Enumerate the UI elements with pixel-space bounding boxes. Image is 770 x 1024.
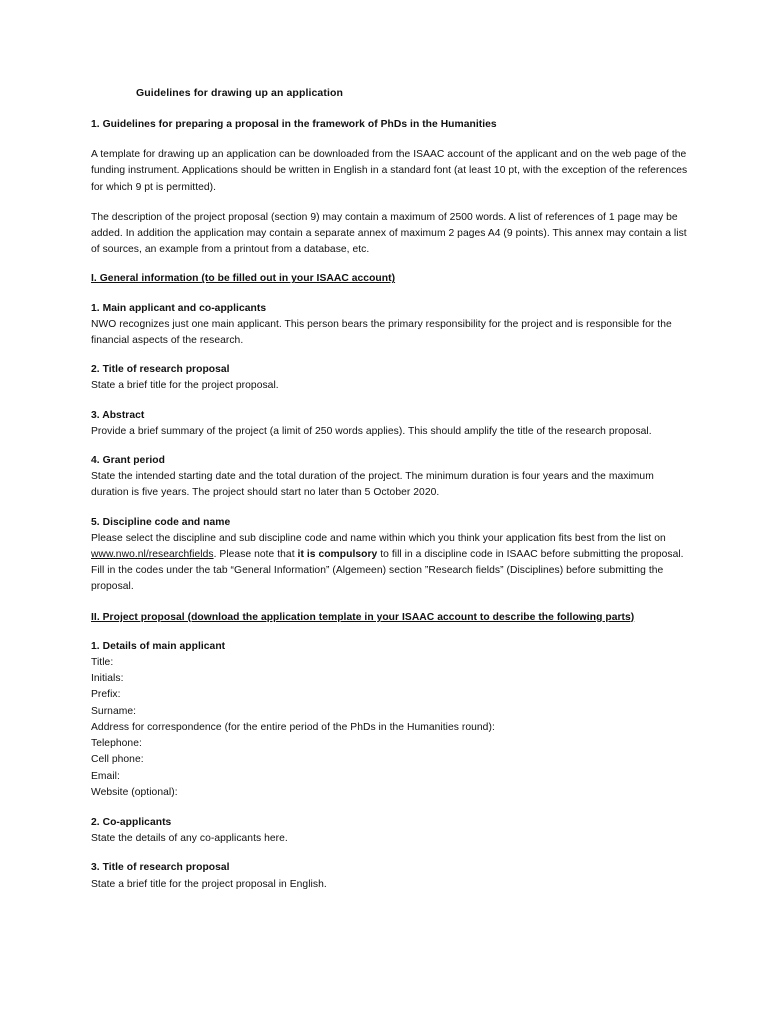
item-text-applicants: NWO recognizes just one main applicant. This person bears the primary responsibility for the project and is responsible for the financial aspects of the research.	[91, 318, 672, 347]
part1-heading: I. General information (to be filled out in your ISAAC account)	[91, 273, 396, 285]
item-text-abstract: Provide a brief summary of the project (a limit of 250 words applies). This should amplify the title of the research proposal.	[91, 425, 652, 437]
details-field-telephone: Telephone:	[91, 738, 142, 750]
coapplicants-heading: 2. Co-applicants	[91, 816, 172, 828]
item-text-discipline	[91, 531, 691, 596]
item-heading-title: 2. Title of research proposal	[91, 364, 230, 376]
item-text-grant-period: State the intended starting date and the total duration of the project. The minimum duration is four years and the maximum duration is five years. The project should start no later than 5 October 2020.	[91, 471, 654, 499]
document-title: Guidelines for drawing up an application	[136, 87, 344, 99]
details-field-initials: Initials:	[91, 673, 124, 685]
discipline-text-end: to fill in a discipline code in ISAAC before submitting the proposal. Fill in the codes under the tab “General Information” (Algemeen) section ”Research fields” (Disciplines) before submitting the proposal.	[91, 549, 684, 593]
title-proposal-heading: 3. Title of research proposal	[91, 862, 230, 874]
item-text-title: State a brief title for the project proposal.	[91, 380, 279, 392]
details-field-email: Email:	[91, 770, 120, 782]
intro-paragraph-template: A template for drawing up an application can be downloaded from the ISAAC account of the applicant and on the web page of the funding instrument. Applications should be written in English in a standard font (at least 10 pt, with the exception of the references for which 9 pt is permitted).	[91, 149, 688, 193]
section-heading-guidelines: 1. Guidelines for preparing a proposal in the framework of PhDs in the Humanities	[91, 119, 497, 130]
intro-paragraph-length: The description of the project proposal (section 9) may contain a maximum of 2500 words. A list of references of 1 page may be added. In addition the application may contain a separate annex of maximum 2 pages A4 (9 points). This annex may contain a list of sources, an example from a printout from a database, etc.	[91, 211, 687, 256]
discipline-text-middle: . Please note that	[213, 549, 298, 561]
discipline-text-start: Please select the discipline and sub discipline code and name within which you think your application fits best from the list on	[91, 532, 666, 544]
details-heading: 1. Details of main applicant	[91, 640, 226, 652]
coapplicants-text: State the details of any co-applicants here.	[91, 833, 288, 845]
details-field-title: Title:	[91, 657, 114, 669]
part2-heading: II. Project proposal (download the application template in your ISAAC account to describe the following parts)	[91, 611, 635, 623]
item-heading-applicants: 1. Main applicant and co-applicants	[91, 302, 267, 314]
details-field-address: Address for correspondence (for the entire period of the PhDs in the Humanities round):	[91, 721, 495, 733]
researchfields-link[interactable]: www.nwo.nl/researchfields	[91, 549, 214, 561]
details-field-surname: Surname:	[91, 705, 137, 717]
document-body	[91, 117, 691, 893]
item-heading-abstract: 3. Abstract	[91, 409, 145, 421]
details-field-prefix: Prefix:	[91, 689, 121, 701]
discipline-compulsory-emphasis: it is compulsory	[297, 549, 378, 561]
details-field-website: Website (optional):	[91, 786, 178, 798]
details-field-cellphone: Cell phone:	[91, 754, 144, 766]
item-heading-discipline: 5. Discipline code and name	[91, 516, 231, 528]
title-proposal-text: State a brief title for the project proposal in English.	[91, 878, 327, 890]
item-heading-grant-period: 4. Grant period	[91, 455, 165, 467]
